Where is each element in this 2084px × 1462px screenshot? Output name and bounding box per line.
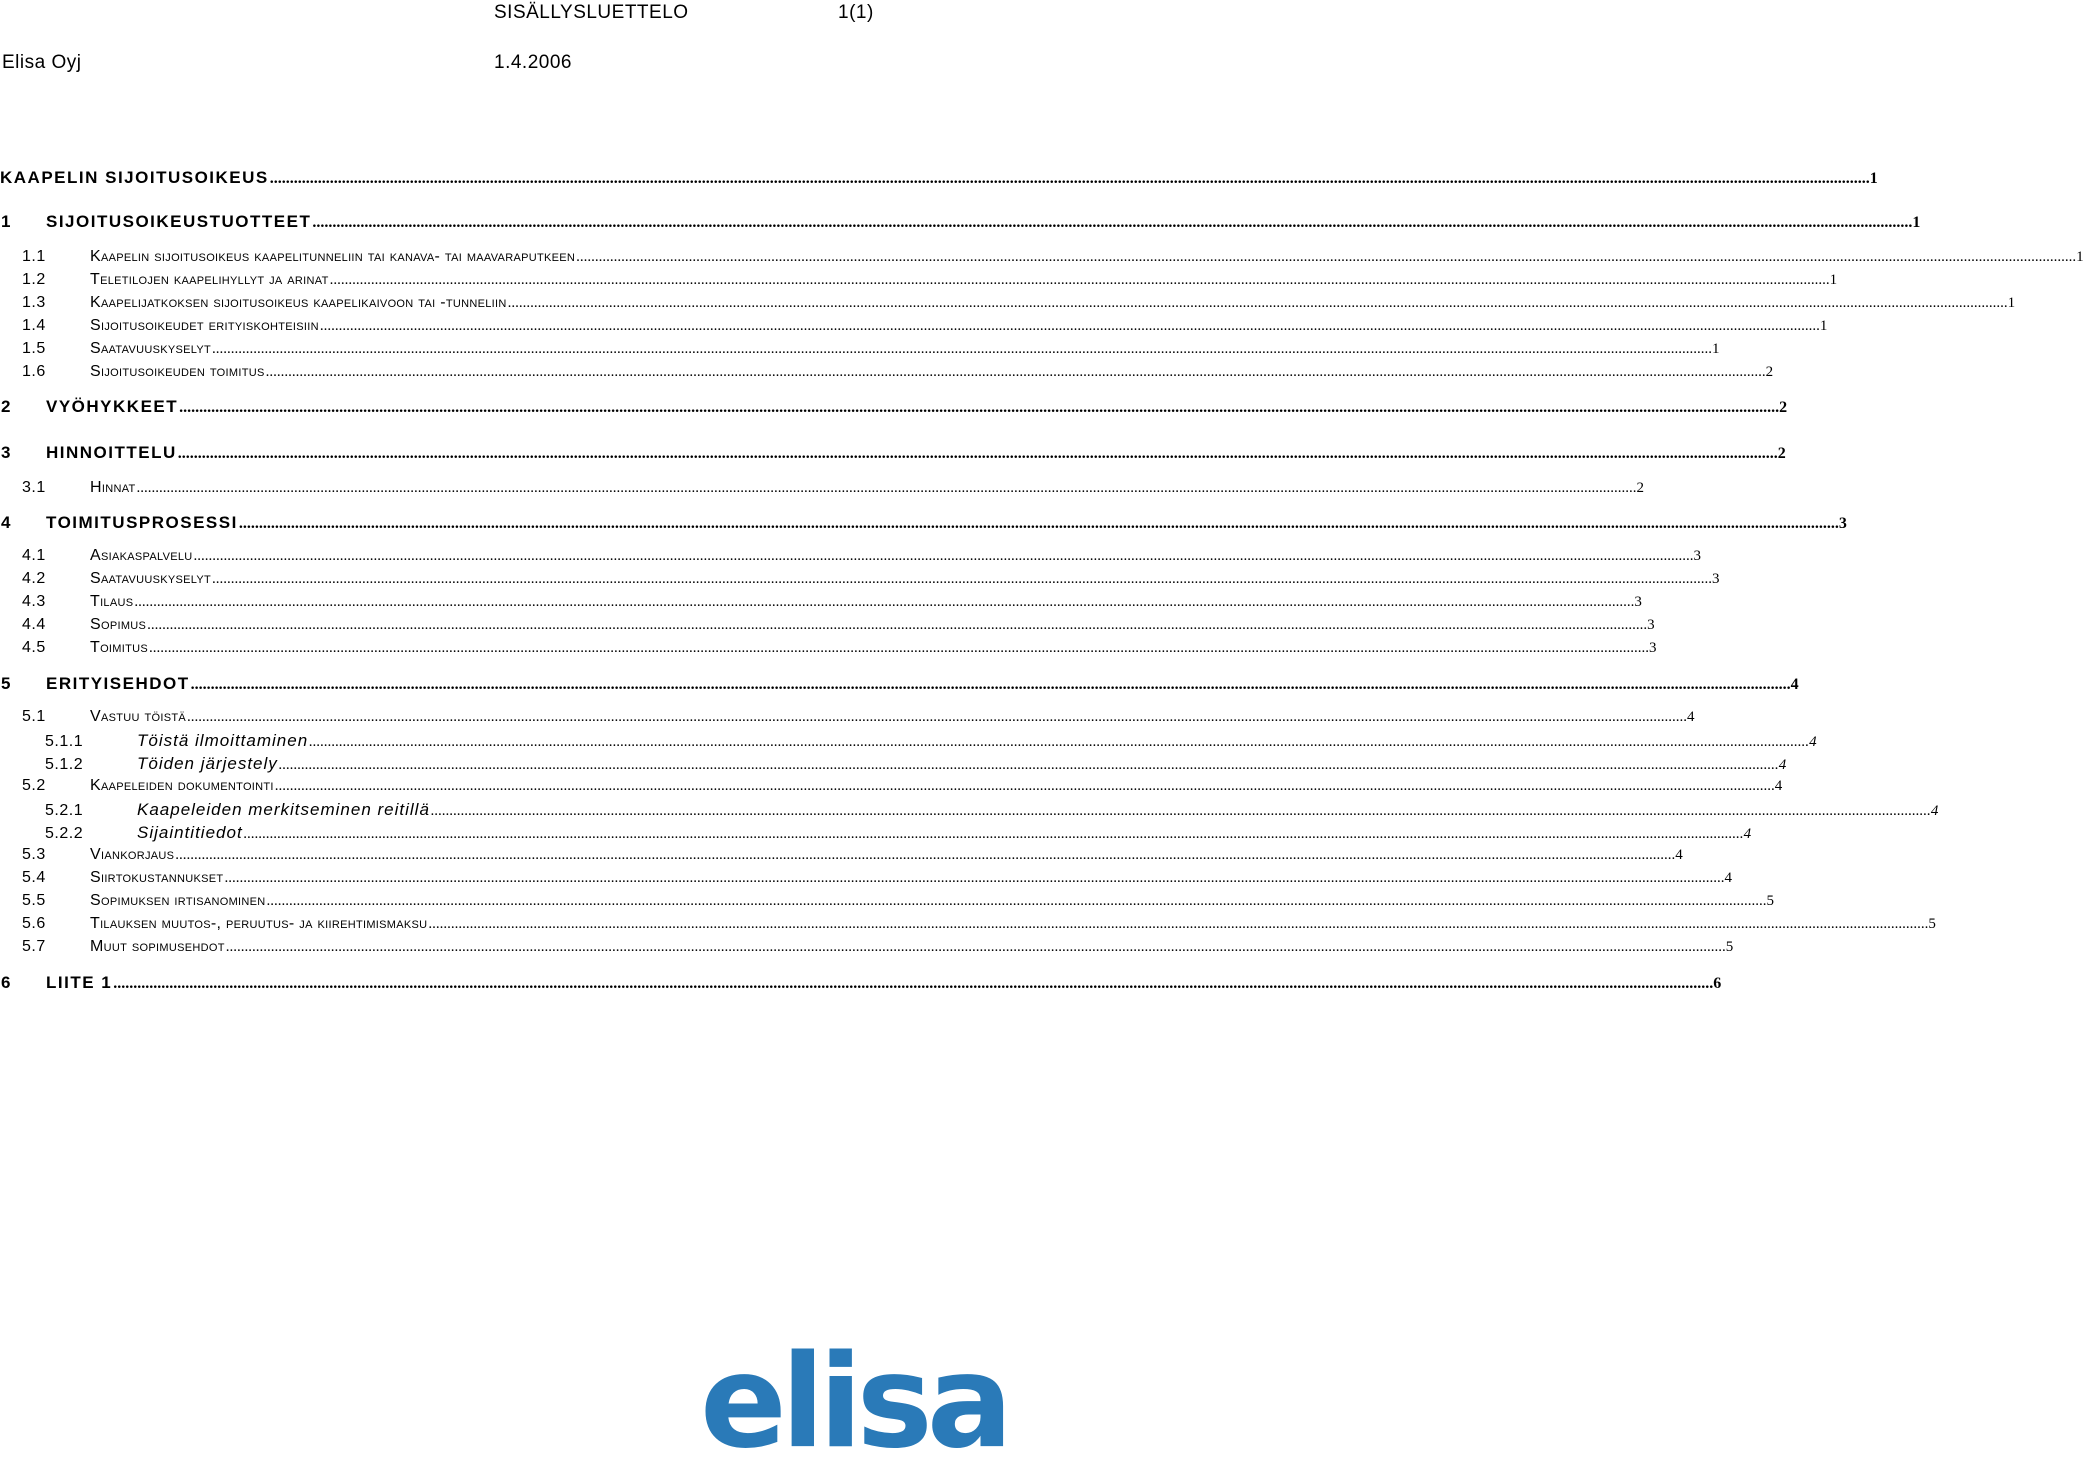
toc-dot-leader: ................................................................................................................................................................................................................................................................................................................................................................................................................ (428, 916, 1929, 932)
toc-entry-label: LIITE 1 (46, 973, 113, 992)
toc-entry-page: 4 (1687, 709, 1695, 725)
toc-entry[interactable] (0, 777, 1783, 795)
toc-entry-number: 1 (1, 212, 12, 231)
toc-entry[interactable] (0, 616, 1655, 634)
toc-entry-label: Sijoitusoikeuden toimitus (90, 363, 265, 380)
toc-entry[interactable] (0, 674, 1799, 694)
toc-entry-page: 1 (1829, 272, 1838, 288)
toc-entry-label: Töistä ilmoittaminen (137, 731, 309, 750)
toc-entry[interactable] (0, 892, 1775, 910)
toc-entry-number: 5.4 (22, 869, 46, 886)
toc-entry-page: 3 (1649, 640, 1657, 656)
toc-entry-label: Töiden järjestely (137, 754, 278, 773)
toc-entry-number: 1.6 (22, 363, 46, 380)
toc-entry-page: 2 (1765, 364, 1774, 380)
toc-entry[interactable] (0, 248, 2084, 266)
toc-dot-leader: ................................................................................................................................................................................................................................................................................................................................................................................................................ (212, 571, 1713, 587)
toc-dot-leader: ................................................................................................................................................................................................................................................................................................................................................................................................................ (507, 295, 2008, 311)
toc-dot-leader: ................................................................................................................................................................................................................................................................................................................................................................................................................ (278, 757, 1779, 773)
toc-entry-label: HINNOITTELU (46, 443, 177, 462)
toc-dot-leader: ................................................................................................................................................................................................................................................................................................................................................................................................................ (149, 640, 1650, 656)
toc-entry-page: 6 (1713, 975, 1722, 992)
toc-entry-label: Kaapelijatkoksen sijoitusoikeus kaapelikaivoon tai -tunneliin (90, 294, 507, 311)
toc-entry-page: 4 (1743, 826, 1752, 842)
toc-entry-label: Saatavuuskyselyt (90, 570, 212, 587)
toc-entry-number: 5.6 (22, 915, 46, 932)
toc-entry-number: 1.3 (22, 294, 46, 311)
toc-entry-number: 4.5 (22, 639, 46, 656)
toc-entry[interactable] (0, 570, 1720, 588)
toc-dot-leader: ................................................................................................................................................................................................................................................................................................................................................................................................................ (319, 318, 1820, 334)
document-title: SISÄLLYSLUETTELO (494, 2, 689, 23)
toc-entry-number: 4.3 (22, 593, 46, 610)
toc-entry-page: 1 (1712, 341, 1720, 357)
toc-entry-number: 1.4 (22, 317, 46, 334)
elisa-logo (700, 1316, 1008, 1462)
toc-entry[interactable] (0, 973, 1722, 993)
toc-dot-leader: ................................................................................................................................................................................................................................................................................................................................................................................................................ (225, 939, 1726, 955)
toc-entry[interactable] (0, 340, 1720, 358)
toc-entry-number: 5.2.1 (45, 802, 84, 819)
toc-dot-leader: ................................................................................................................................................................................................................................................................................................................................................................................................................ (312, 214, 1913, 231)
toc-entry-label: Muut sopimusehdot (90, 938, 225, 955)
document-date: 1.4.2006 (494, 52, 572, 73)
toc-entry[interactable] (0, 639, 1657, 657)
toc-entry-label: TOIMITUSPROSESSI (46, 513, 238, 532)
toc-dot-leader: ................................................................................................................................................................................................................................................................................................................................................................................................................ (187, 709, 1688, 725)
toc-dot-leader: ................................................................................................................................................................................................................................................................................................................................................................................................................ (243, 826, 1744, 842)
toc-dot-leader: ................................................................................................................................................................................................................................................................................................................................................................................................................ (309, 734, 1810, 750)
toc-dot-leader: ................................................................................................................................................................................................................................................................................................................................................................................................................ (190, 676, 1791, 693)
toc-entry-page: 4 (1774, 778, 1783, 794)
toc-entry-label: Hinnat (90, 479, 136, 496)
toc-dot-leader: ................................................................................................................................................................................................................................................................................................................................................................................................................ (212, 341, 1713, 357)
toc-entry[interactable] (0, 317, 1828, 335)
toc-entry[interactable] (0, 397, 1788, 417)
toc-entry-number: 5.2.2 (45, 825, 84, 842)
toc-dot-leader: ................................................................................................................................................................................................................................................................................................................................................................................................................ (274, 778, 1775, 794)
toc-entry-page: 1 (2007, 295, 2016, 311)
page-indicator: 1(1) (838, 2, 874, 23)
toc-dot-leader: ................................................................................................................................................................................................................................................................................................................................................................................................................ (193, 548, 1694, 564)
toc-dot-leader: ................................................................................................................................................................................................................................................................................................................................................................................................................ (266, 893, 1767, 909)
toc-entry-label: VYÖHYKKEET (46, 397, 179, 416)
elisa-logo-wordmark: elisa (700, 1328, 1008, 1462)
toc-dot-leader: ................................................................................................................................................................................................................................................................................................................................................................................................................ (269, 170, 1870, 187)
toc-entry-page: 4 (1809, 734, 1817, 750)
toc-entry-page: 1 (1819, 318, 1828, 334)
toc-dot-leader: ................................................................................................................................................................................................................................................................................................................................................................................................................ (238, 515, 1839, 532)
toc-entry-label: Kaapeleiden merkitseminen reitillä (137, 800, 430, 819)
toc-entry-number: 4.2 (22, 570, 46, 587)
toc-entry[interactable] (0, 708, 1695, 726)
toc-entry-label: Teletilojen kaapelihyllyt ja arinat (90, 271, 329, 288)
toc-dot-leader: ................................................................................................................................................................................................................................................................................................................................................................................................................ (147, 617, 1648, 633)
toc-entry[interactable] (0, 513, 1847, 533)
toc-entry-label: Kaapelin sijoitusoikeus kaapelitunneliin tai kanava- tai maavaraputkeen (90, 248, 576, 265)
toc-dot-leader: ................................................................................................................................................................................................................................................................................................................................................................................................................ (224, 870, 1725, 886)
toc-entry-number: 5.2 (22, 777, 46, 794)
toc-entry-page: 4 (1778, 757, 1787, 773)
toc-entry-label: ERITYISEHDOT (46, 674, 190, 693)
toc-entry[interactable] (0, 363, 1774, 381)
toc-entry[interactable] (0, 168, 1878, 188)
toc-entry-page: 3 (1634, 594, 1642, 610)
toc-entry-label: Asiakaspalvelu (90, 547, 193, 564)
toc-dot-leader: ................................................................................................................................................................................................................................................................................................................................................................................................................ (265, 364, 1766, 380)
toc-entry[interactable] (0, 294, 2016, 312)
toc-dot-leader: ................................................................................................................................................................................................................................................................................................................................................................................................................ (576, 249, 2077, 265)
toc-entry-page: 5 (1725, 939, 1734, 955)
toc-entry-label: Sijaintitiedot (137, 823, 243, 842)
toc-dot-leader: ................................................................................................................................................................................................................................................................................................................................................................................................................ (175, 847, 1676, 863)
toc-entry-page: 2 (1777, 445, 1786, 462)
toc-entry-page: 5 (1766, 893, 1775, 909)
toc-entry[interactable] (0, 212, 1921, 232)
toc-entry-page: 1 (1869, 170, 1878, 187)
toc-entry-page: 1 (2076, 249, 2084, 265)
toc-entry-label: Saatavuuskyselyt (90, 340, 212, 357)
toc-entry[interactable] (0, 869, 1732, 887)
toc-entry-number: 6 (1, 973, 12, 992)
toc-dot-leader: ................................................................................................................................................................................................................................................................................................................................................................................................................ (136, 480, 1637, 496)
toc-entry-page: 4 (1930, 803, 1939, 819)
toc-entry[interactable] (0, 823, 1752, 843)
toc-entry-number: 1.1 (22, 248, 46, 265)
toc-entry[interactable] (0, 846, 1683, 864)
toc-entry-number: 4 (1, 513, 12, 532)
toc-entry[interactable] (0, 754, 1787, 774)
toc-dot-leader: ................................................................................................................................................................................................................................................................................................................................................................................................................ (113, 975, 1714, 992)
toc-entry-label: Siirtokustannukset (90, 869, 224, 886)
toc-entry-number: 5.1 (22, 708, 46, 725)
toc-entry[interactable] (0, 800, 1939, 820)
toc-entry-number: 5.7 (22, 938, 46, 955)
toc-entry[interactable] (0, 731, 1817, 751)
toc-entry-label: Kaapeleiden dokumentointi (90, 777, 274, 794)
toc-entry-label: Tilaus (90, 593, 134, 610)
toc-entry[interactable] (0, 938, 1734, 956)
toc-entry-label: Tilauksen muutos-, peruutus- ja kiirehtimismaksu (90, 915, 428, 932)
toc-entry-page: 3 (1647, 617, 1655, 633)
toc-entry-page: 3 (1693, 548, 1702, 564)
toc-entry-label: Viankorjaus (90, 846, 175, 863)
toc-entry-label: Sopimus (90, 616, 147, 633)
toc-entry-page: 2 (1779, 399, 1788, 416)
toc-entry[interactable] (0, 593, 1642, 611)
toc-entry-page: 2 (1636, 480, 1645, 496)
toc-entry-page: 3 (1712, 571, 1720, 587)
toc-dot-leader: ................................................................................................................................................................................................................................................................................................................................................................................................................ (179, 399, 1780, 416)
toc-dot-leader: ................................................................................................................................................................................................................................................................................................................................................................................................................ (177, 445, 1778, 462)
toc-entry-page: 4 (1675, 847, 1683, 863)
toc-entry-number: 5.3 (22, 846, 46, 863)
toc-entry[interactable] (0, 443, 1786, 463)
toc-dot-leader: ................................................................................................................................................................................................................................................................................................................................................................................................................ (329, 272, 1830, 288)
toc-entry-label: Sijoitusoikeudet erityiskohteisiin (90, 317, 319, 334)
toc-entry-number: 5 (1, 674, 12, 693)
company-name: Elisa Oyj (2, 52, 82, 73)
toc-entry-number: 1.5 (22, 340, 46, 357)
toc-entry-label: Toimitus (90, 639, 149, 656)
toc-entry-number: 2 (1, 397, 12, 416)
toc-entry-page: 4 (1790, 676, 1799, 693)
toc-entry[interactable] (0, 915, 1936, 933)
toc-entry-label: Sopimuksen irtisanominen (90, 892, 266, 909)
toc-entry-number: 4.4 (22, 616, 46, 633)
toc-entry[interactable] (0, 547, 1702, 565)
toc-dot-leader: ................................................................................................................................................................................................................................................................................................................................................................................................................ (134, 594, 1635, 610)
toc-entry-number: 4.1 (22, 547, 46, 564)
toc-entry-number: 5.1.1 (45, 733, 84, 750)
toc-entry-page: 4 (1724, 870, 1732, 886)
toc-entry-page: 5 (1928, 916, 1936, 932)
toc-entry-label: KAAPELIN SIJOITUSOIKEUS (0, 168, 269, 187)
toc-entry-label: Vastuu töistä (90, 708, 187, 725)
toc-entry-number: 3 (1, 443, 12, 462)
toc-entry-page: 3 (1838, 515, 1847, 532)
toc-entry[interactable] (0, 271, 1838, 289)
toc-entry-number: 5.1.2 (45, 756, 84, 773)
toc-entry-label: SIJOITUSOIKEUSTUOTTEET (46, 212, 312, 231)
toc-entry-number: 1.2 (22, 271, 46, 288)
toc-entry[interactable] (0, 479, 1645, 497)
toc-dot-leader: ................................................................................................................................................................................................................................................................................................................................................................................................................ (430, 803, 1931, 819)
toc-entry-number: 5.5 (22, 892, 46, 909)
toc-entry-number: 3.1 (22, 479, 46, 496)
toc-entry-page: 1 (1912, 214, 1921, 231)
